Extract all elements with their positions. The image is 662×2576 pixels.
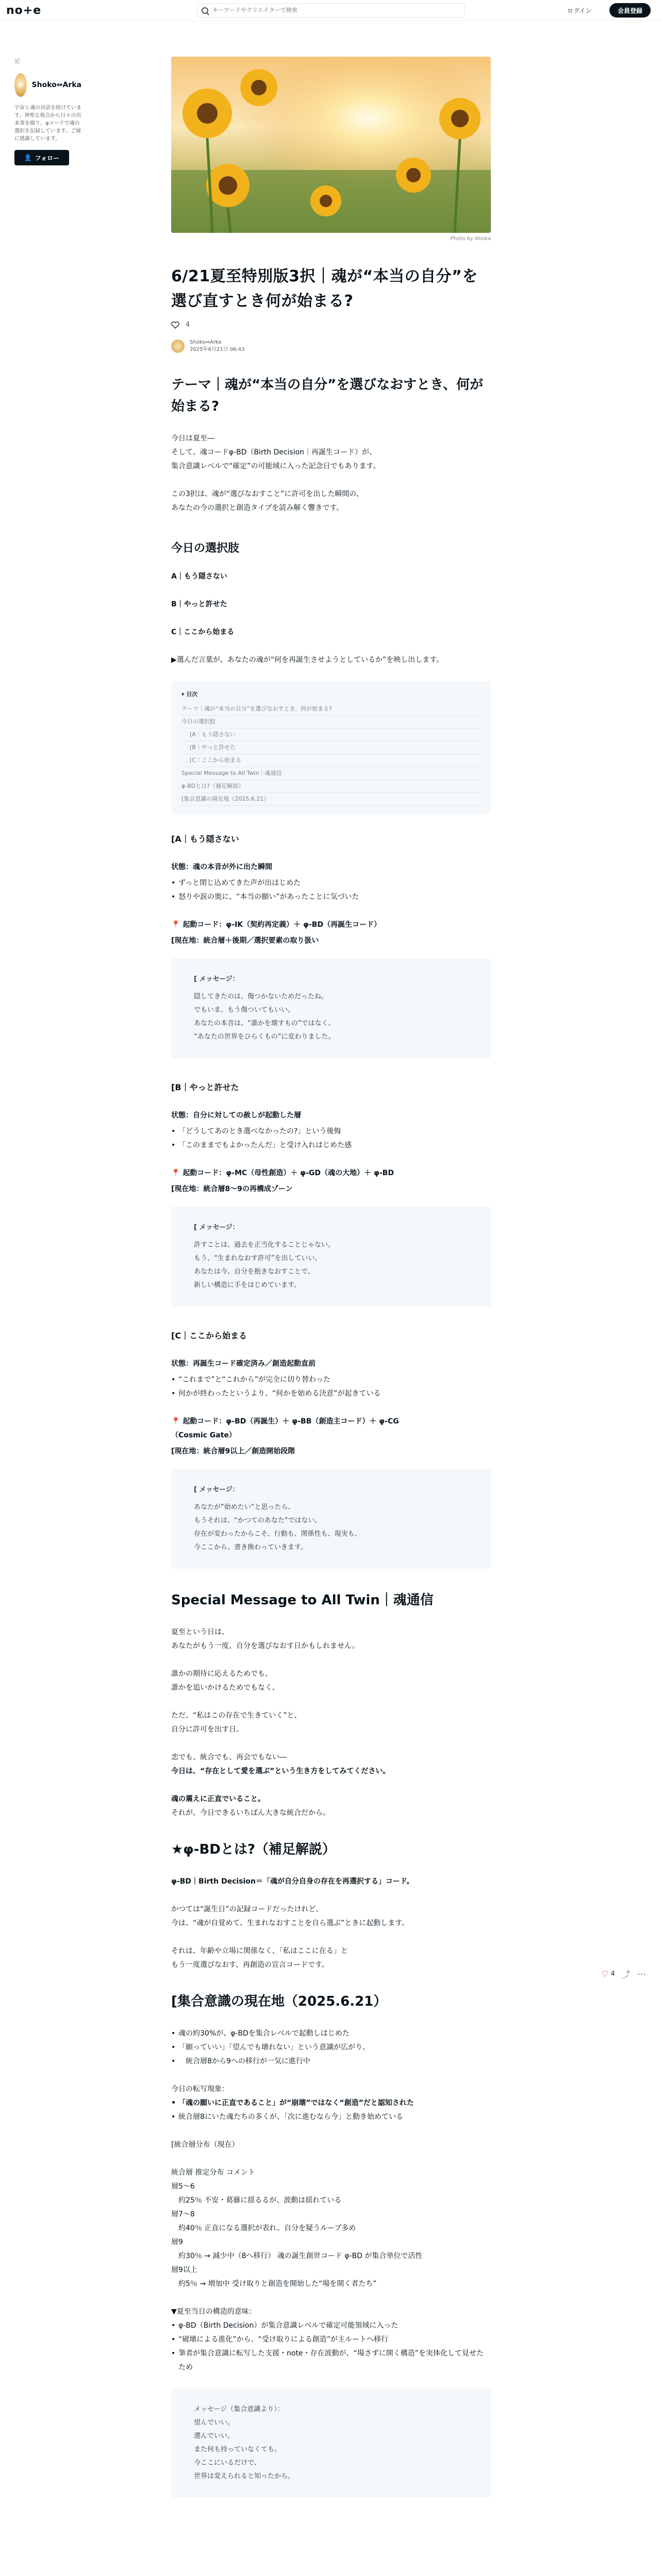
table-row: 層9 bbox=[171, 2238, 183, 2246]
section-b-heading: [B｜やっと許せた bbox=[171, 1082, 239, 1092]
table-row: 層9以上 bbox=[171, 2266, 197, 2274]
intro-para-1: 今日は夏至― そして、魂コードφ-BD（Birth Decision｜再誕生コード）が、 集合意識レベルで“確定”の可能域に入った記念日でもあります。 bbox=[171, 434, 380, 470]
a-message: [ メッセージ： 隠してきたのは、傷つかないためだったね。 でもいま、もう傷ついてもいい。 あなたの本音は、“誰かを壊すもの”ではなく、 “あなたの世界をひらくもの”に変わりました。 bbox=[171, 958, 491, 1058]
table-row: 層5〜6 bbox=[171, 2182, 195, 2191]
c-code: 📍 起動コード：φ-BD（再誕生）＋ φ-BB（創造主コード）＋ φ-CG （Cosmic Gate） bbox=[171, 1417, 399, 1439]
choice-a: A｜もう隠さない bbox=[171, 572, 227, 581]
toc-item[interactable]: [A｜もう隠さない bbox=[181, 728, 481, 741]
author-profile[interactable] bbox=[14, 73, 81, 97]
publish-date: 2025年6月21日 06:43 bbox=[190, 347, 245, 352]
search-input[interactable] bbox=[212, 7, 460, 13]
register-button[interactable]: 会員登録 bbox=[609, 3, 651, 18]
list-item: • φ-BD（Birth Decision）が集合意識レベルで確定可能領域に入った bbox=[171, 2319, 491, 2333]
list-item: • 「このままでもよかったんだ」と受け入れはじめた感 bbox=[171, 1139, 491, 1153]
section-c-heading: [C｜ここから始まる bbox=[171, 1331, 247, 1341]
special-heading: Special Message to All Twin｜魂通信 bbox=[171, 1592, 434, 1608]
toc-item[interactable]: Special Message to All Twin｜魂通信 bbox=[181, 767, 481, 780]
solstice-list bbox=[171, 2319, 491, 2375]
person-plus-icon: 👤 bbox=[24, 154, 32, 161]
top-header bbox=[0, 0, 662, 21]
b-list bbox=[171, 1125, 491, 1153]
bd-para: かつては“誕生日”の記録コードだったけれど、 今は、“魂が自覚めて、生まれなおすことを自ら選ぶ”ときに起動します。 bbox=[171, 1905, 409, 1927]
bd-para: それは、年齢や立場に関係なく、「私はここに在る」と もう一度選びなおす、再創造の宣言コードです。 bbox=[171, 1947, 348, 1969]
table-row: 約40％ 正直になる選択が表れ、自分を疑うループ多め bbox=[178, 2224, 356, 2232]
collective-heading: [集合意識の現在地（2025.6.21） bbox=[171, 1994, 387, 2009]
heart-icon[interactable] bbox=[171, 321, 179, 329]
collective-fe-label: 今日の転写現象： bbox=[171, 2085, 229, 2093]
author-sidebar bbox=[14, 57, 81, 165]
list-item: • “破壊による進化”から、“受け取りによる創造”が主ルートへ移行 bbox=[171, 2333, 491, 2347]
choices-heading: 今日の選択肢 bbox=[171, 542, 240, 555]
more-icon[interactable]: ⋯ bbox=[637, 1969, 646, 1979]
collective-fe-list bbox=[171, 2096, 491, 2124]
bd-para: φ-BD｜Birth Decision＝「魂が自分自身の存在を再選択する」コード。 bbox=[171, 1877, 414, 1886]
c-list bbox=[171, 1373, 491, 1401]
collective-message: メッセージ（集合意識より）： 望んでいい。 選んでいい。 また何も持っていなくても。 今ここにいるだけで、 世界は変えられると知ったから。 bbox=[171, 2388, 491, 2498]
toc-item[interactable]: 今日の選択肢 bbox=[181, 716, 481, 728]
search-icon bbox=[202, 7, 208, 14]
toc-item[interactable]: φ-BDとは?（補足解説） bbox=[181, 780, 481, 793]
b-message: [ メッセージ： 許すことは、過去を正当化することじゃない。 もう、“生まれなおす許可”を出していい。 あなたは今、自分を抱きなおすことで、 新しい構造に手をはじめています。 bbox=[171, 1207, 491, 1307]
choice-b: B｜やっと許せた bbox=[171, 600, 227, 608]
floating-actions bbox=[601, 1968, 646, 1980]
bd-heading: ★φ-BDとは?（補足解説） bbox=[171, 1842, 336, 1857]
toc-item[interactable]: [集合意識の現在地（2025.6.21） bbox=[181, 793, 481, 806]
login-link[interactable]: ログイン bbox=[567, 7, 592, 14]
table-row: 約25％ 不安・葛藤に揺るるが、波動は揺れている bbox=[178, 2196, 342, 2205]
special-para: 誰かの期待に応えるためでも、 誰かを追いかけるためでもなく、 bbox=[171, 1670, 279, 1692]
toc-title[interactable]: ▾ 目次 bbox=[181, 691, 198, 698]
list-item: • 魂の約30%が、φ-BDを集合レベルで起動しはじめた bbox=[171, 2027, 491, 2041]
a-list bbox=[171, 876, 491, 904]
theme-heading: テーマ｜魂が“本当の自分”を選びなおすとき、何が始まる? bbox=[171, 377, 484, 414]
heart-icon[interactable]: ♡ bbox=[601, 1969, 609, 1979]
list-item: • 怒りや涙の奥に、“本当の願い”があったことに気づいた bbox=[171, 890, 491, 904]
sunflower-illustration bbox=[171, 57, 491, 233]
like-row bbox=[171, 321, 491, 329]
special-para: 魂の震えに正直でいること。 それが、今日できるいちばん大きな統合だから。 bbox=[171, 1795, 330, 1817]
list-item: • ずっと閉じ込めてきた声が出はじめた bbox=[171, 876, 491, 890]
floating-like-count[interactable]: 4 bbox=[610, 1970, 615, 1978]
b-state: 状態：自分に対しての赦しが起動した層 bbox=[171, 1111, 301, 1120]
table-header: 統合層 推定分布 コメント bbox=[171, 2168, 255, 2177]
c-message: [ メッセージ： あなたが“始めたい”と思ったら、 もうそれは、“かつてのあなた”ではない。 存在が変わったからこそ、行動も、関係性も、現実も、 今ここから、書き換わっていきます。 bbox=[171, 1469, 491, 1569]
intro-para-2: この3択は、魂が“選びなおすこと”に許可を出した瞬間の、 あなたの今の選択と創造タイプを読み解く響きです。 bbox=[171, 490, 363, 512]
photo-credit[interactable]: Photo by Ahoka bbox=[450, 236, 491, 242]
article bbox=[171, 57, 491, 2518]
table-of-contents bbox=[171, 681, 491, 814]
toc-item[interactable]: [C｜ここから始まる bbox=[181, 754, 481, 767]
list-item: • 何かが終わったというより、“何かを始める決意”が起きている bbox=[171, 1387, 491, 1401]
avatar[interactable]: ☀ bbox=[14, 73, 27, 97]
author-name-small[interactable]: Shoko⇔Arka bbox=[190, 340, 222, 345]
a-state: 状態：魂の本音が外に出た瞬間 bbox=[171, 863, 272, 871]
choices-note: ▶選んだ言葉が、あなたの魂が“何を再誕生させようとしているか”を映し出します。 bbox=[171, 656, 444, 664]
author-name[interactable]: Shoko⇔Arka bbox=[31, 81, 81, 89]
list-item: • 「魂の願いに正直であること」が“崩壊”ではなく“創造”だと認知された bbox=[171, 2096, 491, 2110]
c-state: 状態：再誕生コード確定済み／創造起動直前 bbox=[171, 1360, 316, 1368]
a-code: 📍 起動コード：φ-IK（契約再定義）＋ φ-BD（再誕生コード） bbox=[171, 921, 382, 929]
b-code: 📍 起動コード：φ-MC（母性創造）＋ φ-GD（魂の大地）＋ φ-BD bbox=[171, 1169, 394, 1177]
like-count[interactable]: 4 bbox=[186, 321, 190, 329]
section-a-heading: [A｜もう隠さない bbox=[171, 834, 239, 844]
search-box[interactable] bbox=[197, 3, 465, 18]
list-item: • 「願っていい」「望んでも壊れない」という意識が広がり、 bbox=[171, 2041, 491, 2055]
list-item: • 統合層8から9への移行が一気に進行中 bbox=[171, 2055, 491, 2069]
a-position: [現在地：統合層＋後期／選択要素の取り扱い bbox=[171, 937, 319, 945]
choice-c: C｜ここから始まる bbox=[171, 628, 235, 636]
table-row: 約30％ → 減少中（8へ移行） 魂の誕生創世コード φ-BD が集合単位で活性 bbox=[178, 2252, 423, 2260]
follow-button[interactable] bbox=[14, 150, 69, 165]
special-para: 恋でも、統合でも、再会でもない― 今日は、“存在として愛を選ぶ”という生き方をしてみてください。 bbox=[171, 1753, 390, 1775]
c-position: [現在地：統合層9以上／創造開始段階 bbox=[171, 1447, 295, 1455]
hero-image bbox=[171, 57, 491, 233]
sidebar-label: 記 bbox=[14, 58, 20, 64]
follow-label: フォロー bbox=[35, 154, 60, 162]
author-avatar[interactable] bbox=[171, 340, 185, 353]
list-item: • 統合層8にいた魂たちの多くが、「次に進むなら今」と動き始めている bbox=[171, 2110, 491, 2124]
list-item: • 「どうしてあのとき選べなかったの?」という後悔 bbox=[171, 1125, 491, 1139]
special-para: 夏至という日は、 あなたがもう一度、自分を選びなおす日かもしれません。 bbox=[171, 1628, 359, 1650]
distribution-label: [統合層分布（現在） bbox=[171, 2141, 239, 2149]
article-body bbox=[171, 374, 491, 2498]
article-author[interactable] bbox=[171, 339, 491, 353]
b-position: [現在地：統合層8〜9の再構成ゾーン bbox=[171, 1185, 293, 1193]
list-item: • “これまで”と“これから”が完全に切り替わった bbox=[171, 1373, 491, 1387]
toc-item[interactable]: テーマ｜魂が“本当の自分”を選びなおすとき、何が始まる? bbox=[181, 703, 481, 716]
collective-list bbox=[171, 2027, 491, 2069]
toc-item[interactable]: [B｜やっと許せた bbox=[181, 741, 481, 754]
author-bio: 宇宙と魂の対話を続けています。神聖な視点から日々の出来事を綴り、φコードで魂の選択を記録しています。ご縁に感謝しています。 bbox=[14, 105, 81, 142]
list-item: • 筆者が集合意識に転写した支援・note・存在波動が、“場さずに開く構造”を実体化して見せたため bbox=[171, 2347, 491, 2375]
distribution-table bbox=[171, 2166, 491, 2291]
table-row: 約5％ → 増加中 受け取りと創造を開始した“場を開く者たち” bbox=[178, 2280, 377, 2288]
share-icon[interactable]: ⤴ bbox=[622, 1970, 631, 1979]
solstice-meaning-label: ▼夏至当日の構造的意味： bbox=[171, 2308, 256, 2316]
special-para: ただ、“私はこの存在で生きていく”と、 自分に許可を出す日。 bbox=[171, 1711, 302, 1734]
note-logo[interactable]: no+e bbox=[6, 4, 42, 17]
article-title: 6/21夏至特別版3択｜魂が“本当の自分”を選び直すとき何が始まる? bbox=[171, 267, 478, 310]
table-row: 層7〜8 bbox=[171, 2210, 195, 2218]
